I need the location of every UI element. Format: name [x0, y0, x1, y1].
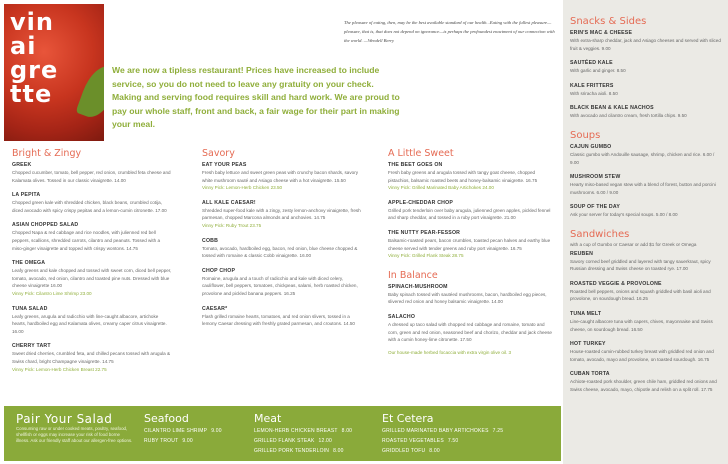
item-desc: Chopped cucumber, tomato, bell pepper, red onion, crumbled feta cheese and Kalamata olives. Tossed in our classic vinaigrette. 14.00 [12, 170, 171, 183]
item-desc: Romaine, arugula and a touch of radicchio and kale with diced celery, cauliflower, bell peppers, tomatoes, chickpeas, salami, herb roasted chicken, provolone and pickled banana peppers. 16.25 [202, 275, 358, 296]
item-name: ASIAN CHOPPED SALAD [12, 222, 79, 229]
addon-price: 8.00 [333, 448, 344, 454]
item-desc: With extra-sharp cheddar, jack and Asiago cheeses and served with sliced fruit & veggies. 9.00 [570, 38, 721, 51]
item-name: MUSHROOM STEW [570, 174, 621, 181]
section-savory [202, 148, 362, 328]
etcetera-section [382, 412, 557, 456]
item-name: SOUP OF THE DAY [570, 204, 620, 211]
item-desc: Grilled pork tenderloin over baby arugula, julienned green apples, pickled fennel and sharp cheddar, and tossed in a ruby port vinaigrette. 21.00 [388, 207, 551, 221]
section-little-sweet [388, 148, 553, 355]
item-name: KALE FRITTERS [570, 82, 614, 89]
focaccia-note: Our house-made herbed focaccia with extra virgin olive oil. 3 [388, 349, 512, 355]
section-title-soups: Soups [570, 129, 601, 141]
menu-item [570, 59, 722, 75]
seafood-section [144, 412, 249, 446]
menu-item [12, 342, 172, 373]
section-title: Savory [202, 148, 235, 159]
addon-item [382, 436, 557, 446]
quote: The pleasure of eating, then, may be the best available standard of our health...Eating with the fullest pleasure—pleasure, that is, that does not depend on ignorance—is perhaps the profoundest enactment of our connection with the world. —Wendell Berry [344, 20, 555, 43]
item-name: REUBEN [570, 250, 594, 257]
addon-price: 8.00 [341, 428, 353, 434]
pair-your-salad-band [4, 406, 561, 461]
item-desc: Chopped green kale with shredded chicken, black beans, crumbled cotija, diced avocado with spicy crispy pepitas and a lemon-cumin citronette. 17.00 [12, 200, 167, 213]
vinny-pick: Vinny Pick: Grilled Flank Steak 28.75 [388, 253, 464, 259]
item-desc: Balsamic-roasted pears, bacon crumbles, toasted pecan halves and earthy blue cheese served with tender greens and ruby port vinaigrette. 16.75 [388, 237, 551, 251]
addon-price: 9.00 [211, 428, 222, 434]
addon-item [382, 446, 557, 456]
item-name: SALACHO [388, 313, 416, 320]
menu-item [570, 340, 722, 363]
vinny-pick: Vinny Pick: Ruby Trout 23.75 [202, 222, 262, 228]
item-desc: House-roasted cumin-rubbed turkey breast with griddled red onion and tomato, avocado, mayo and provolone, on toasted sourdough. 16.75 [570, 349, 714, 362]
menu-item [12, 305, 172, 336]
item-name: CHOP CHOP [202, 267, 236, 274]
item-name: HOT TURKEY [570, 341, 606, 348]
menu-item [12, 221, 172, 252]
item-name: THE BEET GOES ON [388, 162, 443, 168]
section-title-snacks: Snacks & Sides [570, 16, 647, 27]
item-desc: Flash grilled romaine hearts, tomatoes, and red onion slivers, tossed in a lemony Caesar dressing with freshly grated parmesan, and croutons. 14.50 [202, 313, 355, 327]
item-desc: Chopped Napa & red cabbage and rice noodles, with julienned red bell peppers, scallions, shredded carrots, cilantro and peanuts. Tossed with a miso-ginger vinaigrette and topped with crispy wontons. 14.75 [12, 230, 161, 251]
logo-line: vin [10, 8, 54, 36]
leaf-decoration [75, 61, 104, 123]
item-desc: A dressed up taco salad with chopped red cabbage and romaine, tomato and corn, green and red onion, seasoned beef and chorizo, cheddar and jack cheese with a cumin honey-lime citronette. 17.50 [388, 321, 552, 343]
meat-section [254, 412, 379, 456]
menu-item [12, 259, 172, 297]
vinny-pick: Vinny Pick: Cilantro Lime Shrimp 23.00 [12, 290, 92, 296]
menu-item [570, 143, 722, 166]
menu-item [12, 191, 172, 214]
item-desc: Line-caught albacore tuna with capers, chives, mayonnaise and Swiss cheese, on sourdough bread. 16.50 [570, 318, 713, 332]
menu-item [12, 161, 172, 184]
menu-item [202, 199, 362, 230]
addon-name: CILANTRO LIME SHRIMP [144, 428, 208, 434]
menu-item [202, 161, 362, 192]
item-name: SPINACH-MUSHROOM [388, 283, 448, 290]
addon-item [144, 436, 249, 446]
item-desc: Savory corned beef griddled and layered with tangy sauerkraut, spicy Russian dressing and Swiss cheese on toasted rye. 17.00 [570, 258, 711, 272]
addon-price: 7.25 [492, 428, 504, 434]
item-desc: Fresh baby greens and arugula tossed with tangy goat cheese, chopped pistachios, balsamic roasted beets and honey-balsamic vinaigrette. 16.75 [388, 170, 538, 183]
vinny-pick: Vinny Pick: Lemon-Herb Chicken 23.50 [202, 185, 283, 191]
section-title: A Little Sweet [388, 148, 454, 159]
hero-photo [4, 4, 104, 141]
menu-item [570, 280, 722, 303]
item-name: GREEK [12, 162, 32, 168]
item-name: CAESAR* [202, 305, 228, 312]
item-desc: Achiote-roasted pork shoulder, green chile ham, griddled red onions and Swiss cheese, avocado, mayo, chipotle and relish on a split roll. 17.75 [570, 379, 717, 392]
item-name: TUNA MELT [570, 310, 602, 317]
addon-item [254, 436, 379, 446]
side-panel [563, 0, 728, 464]
item-name: APPLE-CHEDDAR CHOP [388, 199, 453, 206]
addon-item [144, 426, 249, 436]
menu-item [570, 29, 722, 52]
menu-item [570, 203, 722, 219]
addon-price: 9.00 [182, 438, 193, 444]
addon-name: ROASTED VEGETABLES [382, 438, 444, 444]
logo-line: gre [10, 56, 59, 84]
menu-item [202, 305, 362, 328]
addon-price: 12.00 [318, 438, 333, 444]
addon-name: RUBY TROUT [144, 438, 179, 444]
vinny-pick: Vinny Pick: Grilled Marinated Baby Artichokes 24.00 [388, 185, 494, 191]
vinny-pick: Vinny Pick: Lemon-Herb Chicken Breast 22.75 [12, 366, 107, 372]
addon-name: GRILLED PORK TENDERLOIN [254, 448, 330, 454]
pair-title: Pair Your Salad [16, 412, 113, 426]
item-name: ALL KALE CAESAR! [202, 199, 256, 206]
pair-note: Consuming raw or under cooked meats, poultry, seafood, shellfish or eggs may increase your risk of food borne illness. Ask our friendly staff about our allergen-free options. [16, 426, 133, 443]
item-name: THE OMEGA [12, 260, 46, 267]
item-name: LA PEPITA [12, 192, 41, 199]
item-name: EAT YOUR PEAS [202, 162, 247, 168]
item-desc: Fresh baby lettuce and sweet green peas with crunchy bacon shards, savory white mushroom sauté and Asiago cheese with a hot vinaigrette. 15.50 [202, 170, 359, 183]
item-name: THE NUTTY PEAR-FESSOR [388, 229, 461, 236]
sandwiches-intro: with a cup of Gumbo or Caesar or add $1 for Greek or Omega [570, 241, 697, 247]
logo-line: ai [10, 32, 37, 60]
menu-item [388, 229, 553, 260]
item-name: ERIN'S MAC & CHEESE [570, 30, 633, 36]
item-desc: Ask your server for today's special soups. 5.00 / 8.00 [570, 212, 678, 218]
addon-price: 7.50 [447, 438, 459, 444]
item-desc: Sweet dried cherries, crumbled feta, and chilled pecans tossed with arugula & Swiss chard, bright Champagne vinaigrette. 14.75 [12, 351, 171, 364]
item-name: CHERRY TART [12, 343, 51, 350]
menu-item [388, 199, 553, 222]
item-desc: Classic gumbo with Andouille sausage, shrimp, chicken and rice. 6.00 / 9.00 [570, 151, 715, 165]
addon-item [254, 446, 379, 456]
addon-price: 8.00 [429, 448, 440, 454]
item-desc: Baby spinach tossed with sautéed mushrooms, bacon, hardboiled egg pieces, slivered red onion and honey balsamic vinaigrette. 14.00 [388, 291, 547, 305]
item-name: BLACK BEAN & KALE NACHOS [570, 105, 654, 112]
menu-item [388, 283, 553, 306]
item-desc: Leafy greens and kale chopped and tossed with sweet corn, diced bell pepper, tomato, avocado, red onion, cilantro and toasted pine nuts. Dressed with blue cheese vinaigrette 16.00 [12, 268, 172, 289]
section-bright-zingy [12, 148, 172, 373]
logo-line: tte [10, 80, 53, 108]
menu-item [570, 250, 722, 273]
item-name: SAUTÉED KALE [570, 60, 613, 67]
meat-title: Meat [254, 412, 282, 425]
menu-item [388, 161, 553, 192]
menu-item [570, 370, 722, 393]
item-desc: With sriracha aioli. 8.50 [570, 90, 618, 96]
addon-item [254, 426, 379, 436]
menu-item [570, 310, 722, 333]
addon-name: GRILLED MARINATED BABY ARTICHOKES [382, 428, 489, 434]
item-name: ROASTED VEGGIE & PROVOLONE [570, 280, 662, 287]
item-desc: With garlic and ginger. 8.50 [570, 68, 626, 74]
addon-name: GRILLED FLANK STEAK [254, 438, 315, 444]
item-desc: Shredded super-food kale with a zingy, zesty lemon-anchovy vinaigrette, fresh parmesan, chopped Marcona almonds and anchovies. 14.75 [202, 207, 361, 221]
menu-item [570, 173, 722, 196]
item-desc: Leafy greens, arugula and radicchio with line-caught albacore, artichoke hearts, hardboiled egg and Kalamata olives, creamy caper citrus vinaigrette. 16.00 [12, 313, 167, 334]
menu-item [570, 82, 722, 98]
addon-item [382, 426, 557, 436]
addon-name: LEMON-HERB CHICKEN BREAST [254, 428, 338, 434]
menu-item [388, 313, 553, 344]
item-name: CUBAN TORTA [570, 371, 610, 378]
section-title: Bright & Zingy [12, 148, 82, 159]
logo [10, 10, 58, 106]
pair-section [16, 412, 134, 444]
etcetera-title: Et Cetera [382, 412, 434, 425]
item-desc: With avocado and cilantro cream, fresh tortilla chips. 9.50 [570, 113, 687, 119]
menu-item [202, 267, 362, 298]
menu-item [570, 104, 722, 120]
item-desc: Hearty miso-based vegan stew with a blend of forest, button and porcini mushrooms. 6.00 / 9.00 [570, 182, 716, 195]
seafood-title: Seafood [144, 412, 189, 425]
item-desc: Roasted bell peppers, onions and squash griddled with basil aioli and provolone, on sourdough bread. 16.25 [570, 288, 711, 302]
item-desc: Tomato, avocado, hardboiled egg, bacon, red onion, blue cheese chopped & tossed with romaine & classic Cobb vinaigrette. 16.00 [202, 245, 358, 259]
item-name: TUNA SALAD [12, 305, 48, 312]
menu-item [202, 237, 362, 260]
item-name: COBB [202, 237, 219, 244]
tipless-notice: We are now a tipless restaurant! Prices have increased to include service, so you do not need to leave any gratuity on your check. Making and serving food requires skill and hard work. We are proud to pay our whole staff, front and back, a fair wage for their part in making your meal. [112, 65, 400, 130]
item-name: CAJUN GUMBO [570, 143, 612, 150]
addon-name: GRIDDLED TOFU [382, 448, 426, 454]
section-title-in-balance: In Balance [388, 269, 438, 281]
section-title-sandwiches: Sandwiches [570, 228, 630, 240]
